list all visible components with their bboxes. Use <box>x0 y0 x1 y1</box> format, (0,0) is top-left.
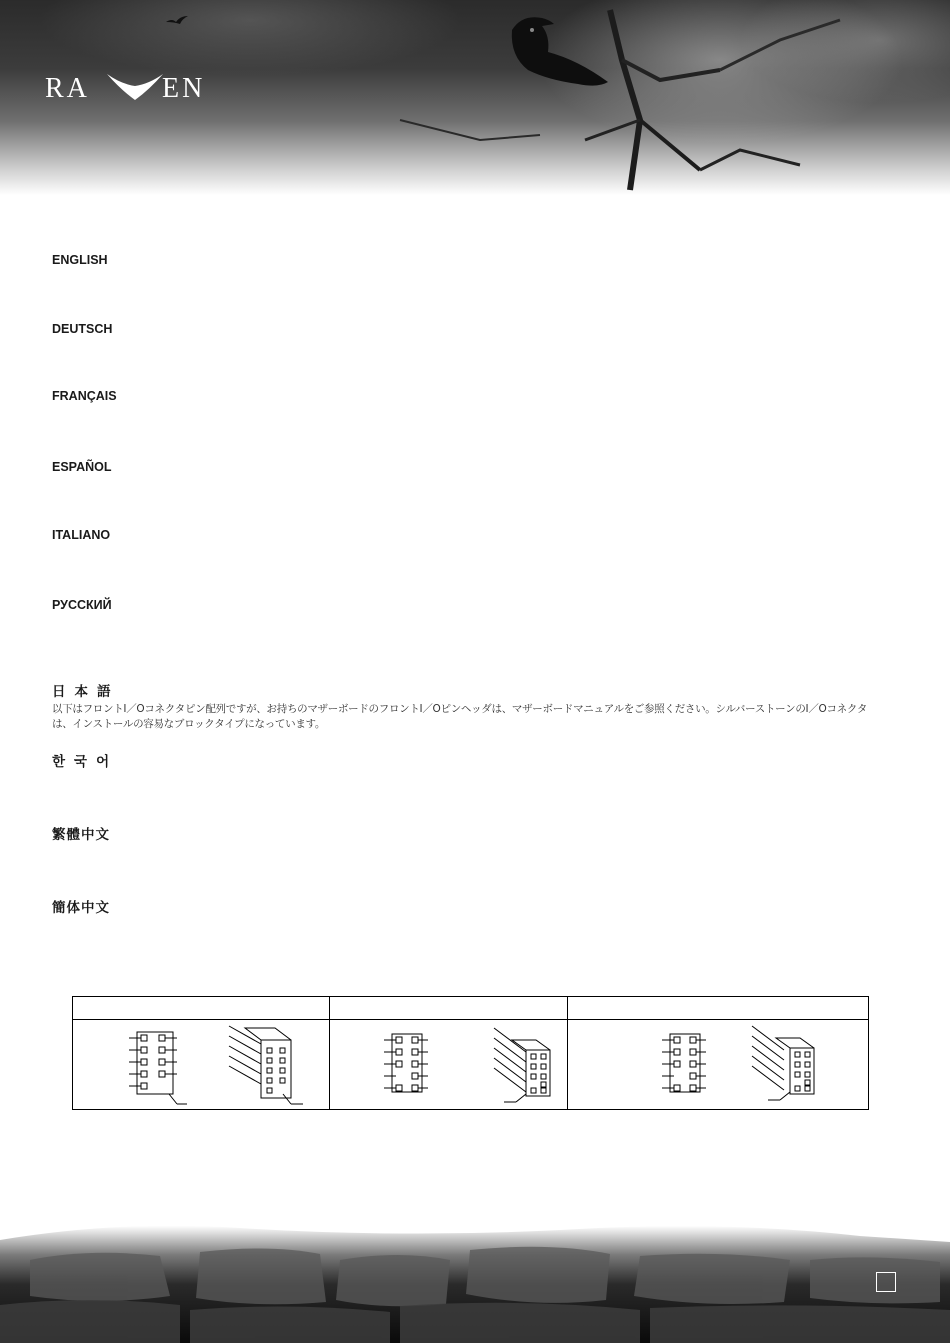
logo-text-left: RA <box>45 73 90 104</box>
section-title-korean: 한국어 <box>52 754 119 770</box>
pin-header-diagram-audio-ac97 <box>568 1020 868 1110</box>
section-title-deutsch: DEUTSCH <box>52 322 113 336</box>
section-title-japanese: 日本語 <box>52 684 120 700</box>
logo-text-right: EN <box>162 73 206 104</box>
footer-stone-wall <box>0 1180 950 1343</box>
pin-header-diagram-usb <box>73 1020 329 1110</box>
wings-logo-icon <box>105 70 165 100</box>
connector-table-header <box>73 997 868 1020</box>
connector-cell-3 <box>568 1020 868 1110</box>
section-title-espanol: ESPAÑOL <box>52 460 112 474</box>
page-number-box <box>876 1272 896 1292</box>
connector-cell-1 <box>73 1020 329 1110</box>
section-title-italiano: ITALIANO <box>52 528 111 542</box>
section-body-japanese: 以下はフロントI／Oコネクタピン配列ですが、お持ちのマザーボードのフロントI／Oピンヘッダは、マザーボードマニュアルをご参照ください。シルバーストーンのI／Oコネクタは、インストールの容易なブロックタイプになっています。 <box>52 703 868 730</box>
section-title-english: ENGLISH <box>52 253 108 267</box>
header-banner <box>0 0 950 195</box>
raven-logo <box>45 74 220 104</box>
connector-cell-2 <box>330 1020 567 1110</box>
section-title-francais: FRANÇAIS <box>52 389 117 403</box>
section-title-russian: РУССКИЙ <box>52 598 112 612</box>
connector-pin-table <box>72 996 869 1110</box>
section-title-trad-chinese: 繁體中文 <box>52 827 110 843</box>
section-title-simp-chinese: 簡体中文 <box>52 900 110 916</box>
pin-header-diagram-audio-hd <box>330 1020 567 1110</box>
